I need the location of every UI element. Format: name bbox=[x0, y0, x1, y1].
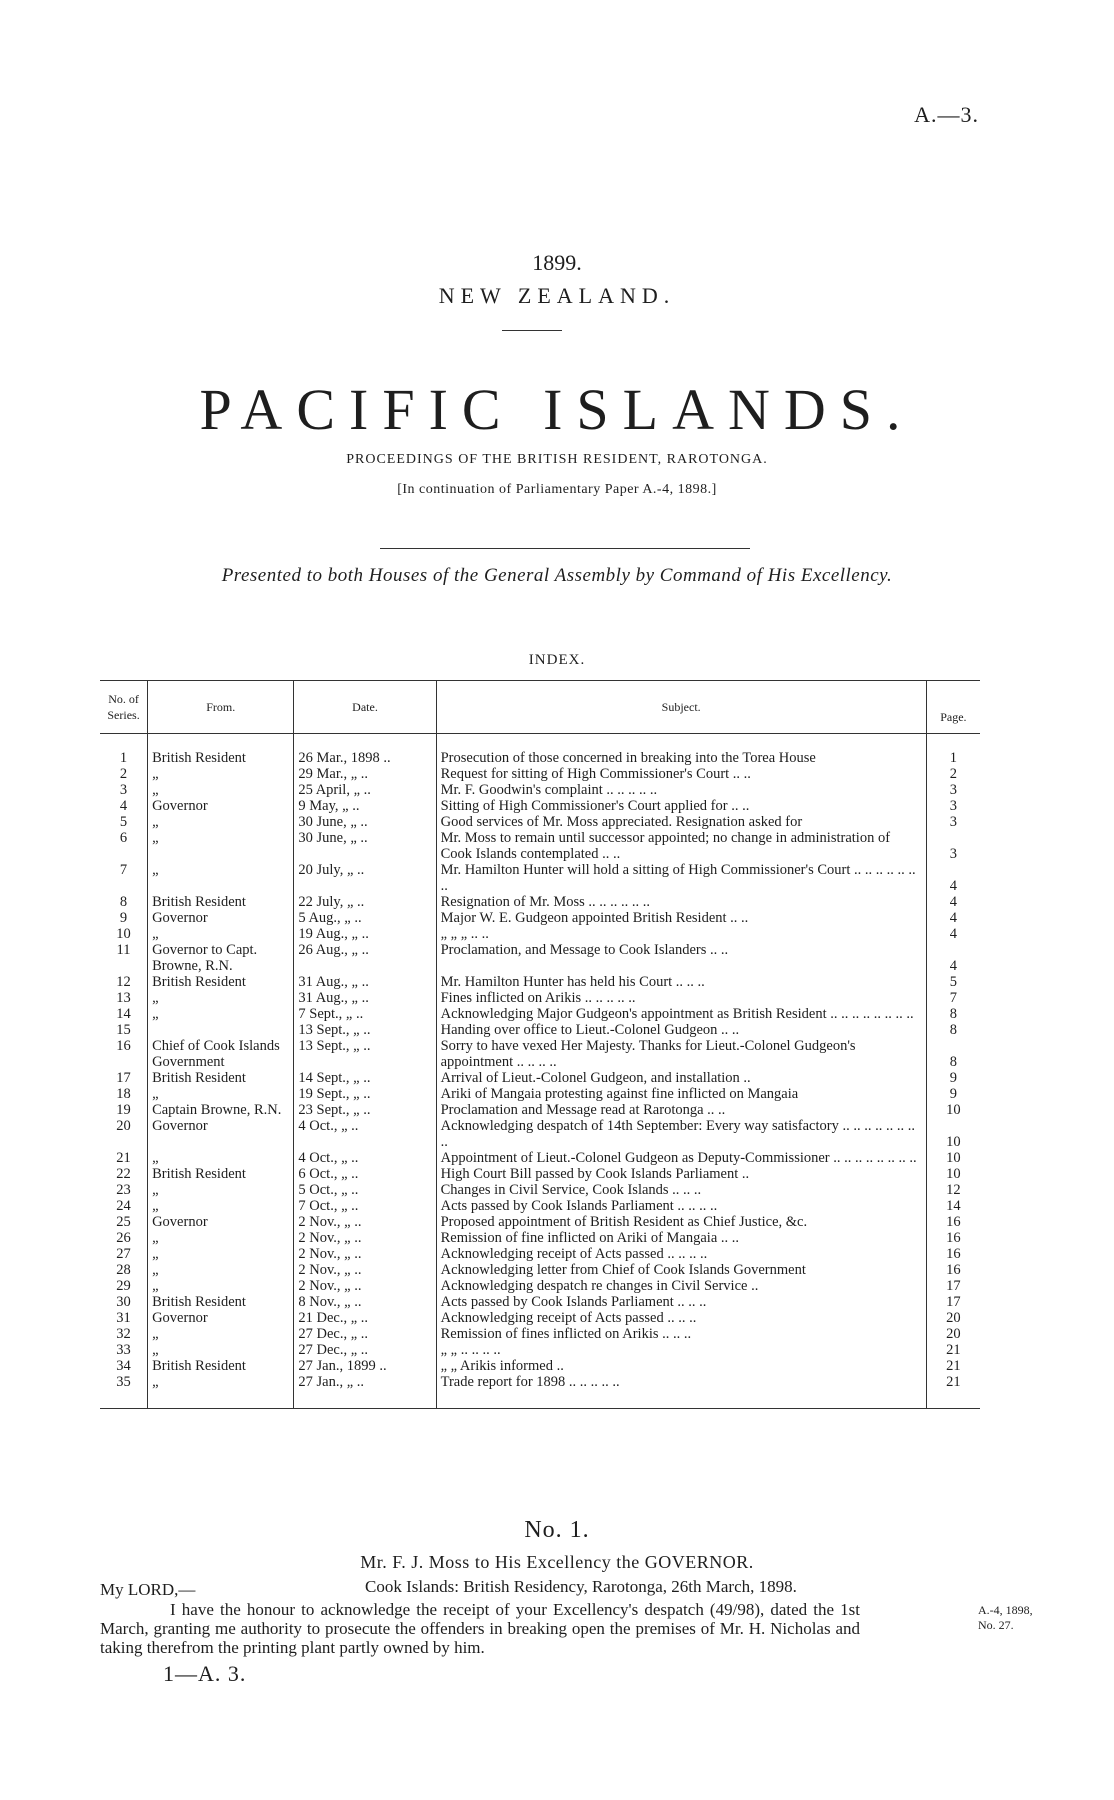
index-from-cell: Governor bbox=[148, 1118, 294, 1150]
index-from-cell: British Resident bbox=[148, 974, 294, 990]
page-reference: A.—3. bbox=[914, 102, 979, 127]
index-date-cell: 19 Aug., „ .. bbox=[294, 926, 436, 942]
index-no-cell: 24 bbox=[116, 1198, 131, 1214]
index-subject-cell: Acknowledging Major Gudgeon's appointment as British Resident .. .. .. .. .. .. .. .. bbox=[436, 1006, 926, 1022]
index-no-cell: 14 bbox=[116, 1006, 131, 1022]
index-page-cell: 2 bbox=[949, 766, 957, 782]
index-subject-cell: Resignation of Mr. Moss .. .. .. .. .. .. bbox=[436, 894, 926, 910]
index-from-cell: „ bbox=[148, 990, 294, 1006]
index-page-cell: 8 bbox=[949, 1022, 957, 1038]
index-subject-cell: Acts passed by Cook Islands Parliament .. .. .. .. bbox=[436, 1198, 926, 1214]
index-date-cell: 2 Nov., „ .. bbox=[294, 1262, 436, 1278]
index-subject-cell: Acknowledging letter from Chief of Cook Islands Government bbox=[436, 1262, 926, 1278]
index-row bbox=[100, 1374, 980, 1409]
margin-ref-line-1: A.-4, 1898, bbox=[978, 1603, 1033, 1617]
index-from-cell: „ bbox=[148, 766, 294, 782]
index-date-cell: 14 Sept., „ .. bbox=[294, 1070, 436, 1086]
index-row bbox=[100, 1166, 980, 1182]
index-page-cell: 4 bbox=[949, 910, 957, 926]
index-row bbox=[100, 1310, 980, 1326]
index-from-cell: „ bbox=[148, 1230, 294, 1246]
index-row bbox=[100, 1070, 980, 1086]
index-page-cell: 16 bbox=[946, 1246, 961, 1262]
index-from-cell: British Resident bbox=[148, 1294, 294, 1310]
index-page-cell: 10 bbox=[946, 1134, 961, 1150]
index-date-cell: 27 Jan., 1899 .. bbox=[294, 1358, 436, 1374]
index-no-cell: 23 bbox=[116, 1182, 131, 1198]
index-page-cell: 4 bbox=[949, 926, 957, 942]
index-page-cell: 3 bbox=[949, 782, 957, 798]
index-subject-cell: Ariki of Mangaia protesting against fine inflicted on Mangaia bbox=[436, 1086, 926, 1102]
index-title: INDEX. bbox=[528, 652, 586, 668]
index-from-cell: „ bbox=[148, 782, 294, 798]
index-date-cell: 26 Mar., 1898 .. bbox=[294, 734, 436, 767]
index-from-cell: „ bbox=[148, 1374, 294, 1409]
long-divider bbox=[380, 548, 750, 549]
index-no-cell: 5 bbox=[119, 814, 128, 830]
index-page-cell: 1 bbox=[949, 750, 957, 766]
index-page-cell: 9 bbox=[949, 1086, 957, 1102]
index-date-cell: 2 Nov., „ .. bbox=[294, 1246, 436, 1262]
index-page-cell: 4 bbox=[949, 958, 957, 974]
index-no-cell: 8 bbox=[119, 894, 128, 910]
index-from-cell: „ bbox=[148, 926, 294, 942]
index-date-cell: 4 Oct., „ .. bbox=[294, 1150, 436, 1166]
index-page-cell: 9 bbox=[949, 1070, 957, 1086]
document-number: No. 1. bbox=[524, 1517, 590, 1543]
index-no-cell: 31 bbox=[116, 1310, 131, 1326]
index-row bbox=[100, 894, 980, 910]
index-subject-cell: Acknowledging receipt of Acts passed .. .. .. .. bbox=[436, 1246, 926, 1262]
index-row bbox=[100, 862, 980, 894]
index-no-cell: 13 bbox=[116, 990, 131, 1006]
index-from-cell: Governor bbox=[148, 1310, 294, 1326]
index-from-cell: British Resident bbox=[148, 1358, 294, 1374]
index-subject-cell: Acknowledging receipt of Acts passed .. .. .. bbox=[436, 1310, 926, 1326]
index-date-cell: 27 Jan., „ .. bbox=[294, 1374, 436, 1409]
index-date-cell: 13 Sept., „ .. bbox=[294, 1038, 436, 1070]
index-row bbox=[100, 1342, 980, 1358]
index-subject-cell: Acts passed by Cook Islands Parliament .. .. .. bbox=[436, 1294, 926, 1310]
index-page-cell: 12 bbox=[946, 1182, 961, 1198]
index-no-cell: 16 bbox=[116, 1038, 131, 1054]
index-from-cell: „ bbox=[148, 1086, 294, 1102]
index-page-cell: 16 bbox=[946, 1214, 961, 1230]
index-subject-cell: Handing over office to Lieut.-Colonel Gudgeon .. .. bbox=[436, 1022, 926, 1038]
index-date-cell: 9 May, „ .. bbox=[294, 798, 436, 814]
index-from-cell: Governor bbox=[148, 910, 294, 926]
index-page-cell: 4 bbox=[949, 894, 957, 910]
index-row bbox=[100, 990, 980, 1006]
main-title: PACIFIC ISLANDS. bbox=[199, 377, 915, 442]
index-no-cell: 28 bbox=[116, 1262, 131, 1278]
index-page-cell: 7 bbox=[949, 990, 957, 1006]
index-from-cell: British Resident bbox=[148, 734, 294, 767]
index-no-cell: 33 bbox=[116, 1342, 131, 1358]
index-page-cell: 4 bbox=[949, 878, 957, 894]
index-date-cell: 30 June, „ .. bbox=[294, 814, 436, 830]
index-page-cell: 10 bbox=[946, 1150, 961, 1166]
index-no-cell: 2 bbox=[119, 766, 128, 782]
index-row bbox=[100, 1326, 980, 1342]
index-from-cell: „ bbox=[148, 1006, 294, 1022]
index-date-cell: 6 Oct., „ .. bbox=[294, 1166, 436, 1182]
place-date: Cook Islands: British Residency, Rarotonga, 26th March, 1898. bbox=[365, 1577, 797, 1596]
index-header-row bbox=[100, 681, 980, 734]
index-subject-cell: Remission of fine inflicted on Ariki of Mangaia .. .. bbox=[436, 1230, 926, 1246]
index-row bbox=[100, 1198, 980, 1214]
index-row bbox=[100, 910, 980, 926]
index-row bbox=[100, 942, 980, 974]
index-table bbox=[100, 680, 980, 1409]
index-from-cell: British Resident bbox=[148, 894, 294, 910]
index-from-cell: „ bbox=[148, 830, 294, 862]
index-subject-cell: Arrival of Lieut.-Colonel Gudgeon, and installation .. bbox=[436, 1070, 926, 1086]
index-row bbox=[100, 1214, 980, 1230]
index-subject-cell: Major W. E. Gudgeon appointed British Resident .. .. bbox=[436, 910, 926, 926]
year: 1899. bbox=[532, 250, 582, 275]
index-subject-cell: Remission of fines inflicted on Arikis .. .. .. bbox=[436, 1326, 926, 1342]
index-no-cell: 29 bbox=[116, 1278, 131, 1294]
index-date-cell: 2 Nov., „ .. bbox=[294, 1278, 436, 1294]
document-from: Mr. F. J. Moss to His Excellency the GOVERNOR. bbox=[360, 1552, 754, 1572]
index-subject-cell: Proclamation and Message read at Rarotonga .. .. bbox=[436, 1102, 926, 1118]
index-from-cell: Governor bbox=[148, 798, 294, 814]
index-date-cell: 8 Nov., „ .. bbox=[294, 1294, 436, 1310]
index-from-cell: „ bbox=[148, 1198, 294, 1214]
index-date-cell: 21 Dec., „ .. bbox=[294, 1310, 436, 1326]
index-subject-cell: Mr. Hamilton Hunter will hold a sitting of High Commissioner's Court .. .. .. .. .. .. .. bbox=[436, 862, 926, 894]
index-subject-cell: Proclamation, and Message to Cook Islanders .. .. bbox=[436, 942, 926, 974]
index-no-cell: 27 bbox=[116, 1246, 131, 1262]
index-page-cell: 17 bbox=[946, 1294, 961, 1310]
header-page: Page. bbox=[926, 681, 980, 734]
index-date-cell: 19 Sept., „ .. bbox=[294, 1086, 436, 1102]
index-no-cell: 19 bbox=[116, 1102, 131, 1118]
index-subject-cell: Good services of Mr. Moss appreciated. Resignation asked for bbox=[436, 814, 926, 830]
index-date-cell: 27 Dec., „ .. bbox=[294, 1342, 436, 1358]
index-date-cell: 7 Sept., „ .. bbox=[294, 1006, 436, 1022]
header-date: Date. bbox=[294, 681, 436, 734]
index-row bbox=[100, 1118, 980, 1150]
index-no-cell: 1 bbox=[119, 750, 128, 766]
index-subject-cell: Acknowledging despatch re changes in Civil Service .. bbox=[436, 1278, 926, 1294]
index-no-cell: 4 bbox=[119, 798, 128, 814]
index-from-cell: British Resident bbox=[148, 1070, 294, 1086]
index-date-cell: 26 Aug., „ .. bbox=[294, 942, 436, 974]
index-no-cell: 7 bbox=[119, 862, 128, 878]
index-row bbox=[100, 1262, 980, 1278]
index-no-cell: 25 bbox=[116, 1214, 131, 1230]
index-from-cell: „ bbox=[148, 1342, 294, 1358]
index-row bbox=[100, 1358, 980, 1374]
index-date-cell: 20 July, „ .. bbox=[294, 862, 436, 894]
index-page-cell: 3 bbox=[949, 814, 957, 830]
footer-signature: 1—A. 3. bbox=[163, 1661, 247, 1686]
index-row bbox=[100, 1278, 980, 1294]
margin-ref-line-2: No. 27. bbox=[978, 1618, 1014, 1632]
index-row bbox=[100, 798, 980, 814]
index-from-cell: „ bbox=[148, 1262, 294, 1278]
index-row bbox=[100, 734, 980, 767]
index-page-cell: 10 bbox=[946, 1166, 961, 1182]
index-page-cell: 17 bbox=[946, 1278, 961, 1294]
index-from-cell: Chief of Cook Islands Government bbox=[148, 1038, 294, 1070]
index-no-cell: 10 bbox=[116, 926, 131, 942]
index-row bbox=[100, 1182, 980, 1198]
index-from-cell: Captain Browne, R.N. bbox=[148, 1102, 294, 1118]
index-row bbox=[100, 926, 980, 942]
header-no: No. of Series. bbox=[100, 681, 148, 734]
index-row bbox=[100, 814, 980, 830]
index-row bbox=[100, 1102, 980, 1118]
continuation-note: [In continuation of Parliamentary Paper A.-4, 1898.] bbox=[397, 482, 717, 497]
margin-reference bbox=[978, 1603, 1033, 1633]
index-page-cell: 21 bbox=[926, 1374, 980, 1409]
header-subject: Subject. bbox=[436, 681, 926, 734]
index-row bbox=[100, 1038, 980, 1070]
index-date-cell: 25 April, „ .. bbox=[294, 782, 436, 798]
letter-body: I have the honour to acknowledge the receipt of your Excellency's despatch (49/98), dated the 1st March, granting me authority to prosecute the offenders in breaking open the premises of Mr. H. Nicholas and taking therefrom the printing plant partly owned by him. bbox=[100, 1600, 860, 1657]
subtitle: PROCEEDINGS OF THE BRITISH RESIDENT, RAROTONGA. bbox=[346, 452, 768, 467]
index-subject-cell: Request for sitting of High Commissioner's Court .. .. bbox=[436, 766, 926, 782]
index-from-cell: „ bbox=[148, 814, 294, 830]
index-row bbox=[100, 782, 980, 798]
index-from-cell: „ bbox=[148, 1150, 294, 1166]
index-from-cell: Governor bbox=[148, 1214, 294, 1230]
index-row bbox=[100, 766, 980, 782]
short-divider bbox=[502, 330, 562, 331]
index-date-cell: 2 Nov., „ .. bbox=[294, 1230, 436, 1246]
index-page-cell: 8 bbox=[949, 1054, 957, 1070]
index-subject-cell: Mr. Moss to remain until successor appointed; no change in administration of Cook Islands contemplated .. .. bbox=[436, 830, 926, 862]
index-subject-cell: Sitting of High Commissioner's Court applied for .. .. bbox=[436, 798, 926, 814]
index-no-cell: 35 bbox=[100, 1374, 148, 1409]
index-date-cell: 30 June, „ .. bbox=[294, 830, 436, 862]
index-no-cell: 22 bbox=[116, 1166, 131, 1182]
index-row bbox=[100, 1086, 980, 1102]
index-date-cell: 7 Oct., „ .. bbox=[294, 1198, 436, 1214]
index-from-cell: Governor to Capt. Browne, R.N. bbox=[148, 942, 294, 974]
index-no-cell: 18 bbox=[116, 1086, 131, 1102]
index-date-cell: 31 Aug., „ .. bbox=[294, 974, 436, 990]
index-from-cell: „ bbox=[148, 1182, 294, 1198]
index-page-cell: 16 bbox=[946, 1262, 961, 1278]
index-subject-cell: Fines inflicted on Arikis .. .. .. .. .. bbox=[436, 990, 926, 1006]
index-date-cell: 2 Nov., „ .. bbox=[294, 1214, 436, 1230]
index-no-cell: 21 bbox=[116, 1150, 131, 1166]
index-row bbox=[100, 1294, 980, 1310]
index-page-cell: 21 bbox=[946, 1358, 961, 1374]
index-subject-cell: Appointment of Lieut.-Colonel Gudgeon as Deputy-Commissioner .. .. .. .. .. .. .. .. bbox=[436, 1150, 926, 1166]
index-subject-cell: Proposed appointment of British Resident as Chief Justice, &c. bbox=[436, 1214, 926, 1230]
index-subject-cell: High Court Bill passed by Cook Islands Parliament .. bbox=[436, 1166, 926, 1182]
index-from-cell: „ bbox=[148, 1278, 294, 1294]
index-from-cell: British Resident bbox=[148, 1166, 294, 1182]
index-subject-cell: „ „ Arikis informed .. bbox=[436, 1358, 926, 1374]
index-subject-cell: „ „ „ .. .. bbox=[436, 926, 926, 942]
index-subject-cell: Mr. Hamilton Hunter has held his Court .. .. .. bbox=[436, 974, 926, 990]
index-row bbox=[100, 830, 980, 862]
header-from: From. bbox=[148, 681, 294, 734]
index-no-cell: 6 bbox=[119, 830, 128, 846]
index-subject-cell: Prosecution of those concerned in breaking into the Torea House bbox=[436, 734, 926, 767]
index-from-cell bbox=[148, 1022, 294, 1038]
country: NEW ZEALAND. bbox=[438, 283, 676, 308]
index-no-cell: 15 bbox=[116, 1022, 131, 1038]
index-subject-cell: Trade report for 1898 .. .. .. .. .. bbox=[436, 1374, 926, 1409]
index-no-cell: 3 bbox=[119, 782, 128, 798]
index-row bbox=[100, 1022, 980, 1038]
index-row bbox=[100, 1230, 980, 1246]
index-page-cell: 5 bbox=[949, 974, 957, 990]
index-row bbox=[100, 1150, 980, 1166]
index-date-cell: 5 Aug., „ .. bbox=[294, 910, 436, 926]
index-from-cell: „ bbox=[148, 1326, 294, 1342]
index-no-cell: 11 bbox=[116, 942, 131, 958]
index-no-cell: 20 bbox=[116, 1118, 131, 1134]
index-subject-cell: Mr. F. Goodwin's complaint .. .. .. .. .. bbox=[436, 782, 926, 798]
index-row bbox=[100, 1006, 980, 1022]
salutation: My LORD,— bbox=[100, 1580, 196, 1599]
index-from-cell: „ bbox=[148, 1246, 294, 1262]
index-no-cell: 17 bbox=[116, 1070, 131, 1086]
index-page-cell: 16 bbox=[946, 1230, 961, 1246]
index-page-cell: 20 bbox=[946, 1310, 961, 1326]
index-date-cell: 4 Oct., „ .. bbox=[294, 1118, 436, 1150]
index-subject-cell: Changes in Civil Service, Cook Islands .. .. .. bbox=[436, 1182, 926, 1198]
index-date-cell: 29 Mar., „ .. bbox=[294, 766, 436, 782]
index-page-cell: 20 bbox=[946, 1326, 961, 1342]
index-no-cell: 34 bbox=[116, 1358, 131, 1374]
index-no-cell: 26 bbox=[116, 1230, 131, 1246]
index-date-cell: 22 July, „ .. bbox=[294, 894, 436, 910]
index-date-cell: 23 Sept., „ .. bbox=[294, 1102, 436, 1118]
index-no-cell: 30 bbox=[116, 1294, 131, 1310]
index-date-cell: 13 Sept., „ .. bbox=[294, 1022, 436, 1038]
index-subject-cell: Acknowledging despatch of 14th September: Every way satisfactory .. .. .. .. .. .. .. .. bbox=[436, 1118, 926, 1150]
index-page-cell: 14 bbox=[946, 1198, 961, 1214]
index-page-cell: 21 bbox=[946, 1342, 961, 1358]
index-page-cell: 10 bbox=[946, 1102, 961, 1118]
index-subject-cell: Sorry to have vexed Her Majesty. Thanks for Lieut.-Colonel Gudgeon's appointment .. .. .. .. bbox=[436, 1038, 926, 1070]
index-row bbox=[100, 974, 980, 990]
index-no-cell: 32 bbox=[116, 1326, 131, 1342]
index-date-cell: 27 Dec., „ .. bbox=[294, 1326, 436, 1342]
index-from-cell: „ bbox=[148, 862, 294, 894]
index-page-cell: 3 bbox=[949, 798, 957, 814]
index-date-cell: 31 Aug., „ .. bbox=[294, 990, 436, 1006]
presented-line: Presented to both Houses of the General Assembly by Command of His Excellency. bbox=[221, 565, 893, 586]
index-page-cell: 3 bbox=[949, 846, 957, 862]
index-no-cell: 9 bbox=[119, 910, 128, 926]
index-row bbox=[100, 1246, 980, 1262]
index-date-cell: 5 Oct., „ .. bbox=[294, 1182, 436, 1198]
index-page-cell: 8 bbox=[949, 1006, 957, 1022]
index-no-cell: 12 bbox=[116, 974, 131, 990]
index-subject-cell: „ „ .. .. .. .. bbox=[436, 1342, 926, 1358]
